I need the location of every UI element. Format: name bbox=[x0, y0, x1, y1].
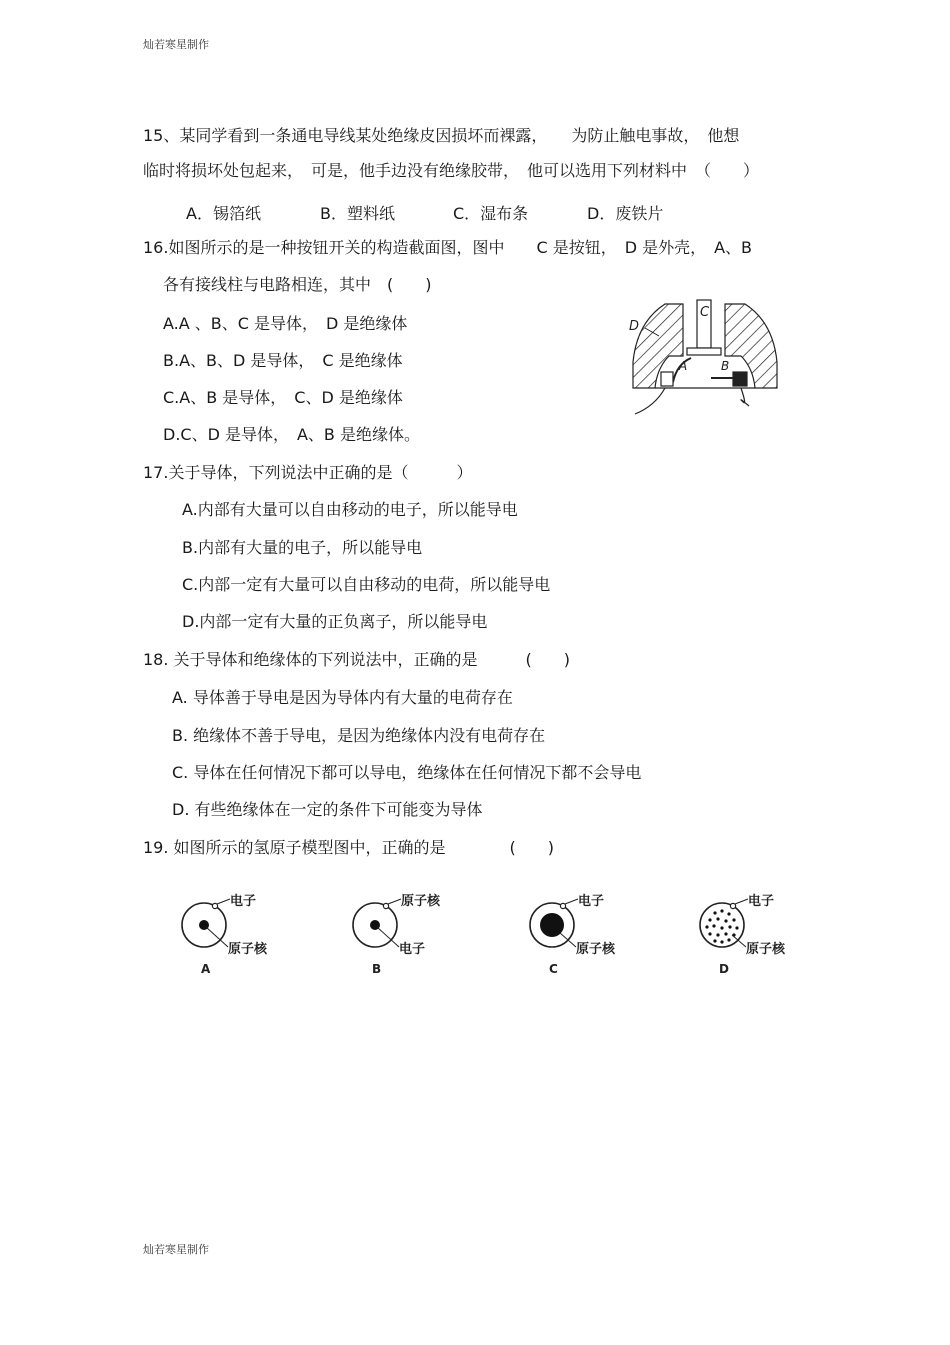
q18-option-d: D. 有些绝缘体在一定的条件下可能变为导体 bbox=[172, 800, 483, 819]
q17-option-b: B.内部有大量的电子，所以能导电 bbox=[182, 538, 423, 557]
q19-stem: 19. 如图所示的氢原子模型图中，正确的是 ( ) bbox=[143, 838, 555, 857]
q17-stem: 17.关于导体，下列说法中正确的是（ ） bbox=[143, 463, 473, 482]
model-d-bottom-label: 原子核 bbox=[746, 942, 786, 957]
q16-option-a: A.A 、B、C 是导体， D 是绝缘体 bbox=[163, 314, 408, 333]
model-b-top-label: 原子核 bbox=[401, 894, 441, 909]
page-footer: 灿若寒星制作 bbox=[143, 1243, 209, 1256]
terminal-a-shape bbox=[661, 372, 673, 386]
q15-stem-line1: 15、某同学看到一条通电导线某处绝缘皮因损坏而裸露， 为防止触电事故， 他想 bbox=[143, 126, 740, 145]
q16-option-c: C.A、B 是导体， C、D 是绝缘体 bbox=[163, 388, 403, 407]
model-a-electron-shape bbox=[212, 903, 217, 908]
model-c-electron-shape bbox=[560, 903, 565, 908]
model-b bbox=[353, 893, 441, 976]
q18-option-b: B. 绝缘体不善于导电，是因为绝缘体内没有电荷存在 bbox=[172, 726, 546, 745]
wire-left-shape bbox=[635, 388, 665, 414]
q18-option-c: C. 导体在任何情况下都可以导电，绝缘体在任何情况下都不会导电 bbox=[172, 763, 642, 782]
page-header: 灿若寒星制作 bbox=[143, 38, 209, 51]
q16-stem-line2: 各有接线柱与电路相连，其中 ( ) bbox=[163, 275, 432, 294]
model-a-bottom-label: 原子核 bbox=[228, 942, 268, 957]
model-c-bottom-label: 原子核 bbox=[576, 942, 616, 957]
q16-stem-line1: 16.如图所示的是一种按钮开关的构造截面图，图中 C 是按钮， D 是外壳， A、B bbox=[143, 238, 753, 257]
q17-option-d: D.内部一定有大量的正负离子，所以能导电 bbox=[182, 612, 488, 631]
model-d bbox=[700, 893, 786, 976]
button-switch-figure bbox=[625, 296, 785, 418]
q16-option-b: B.A、B、D 是导体， C 是绝缘体 bbox=[163, 351, 403, 370]
label-a: A bbox=[679, 359, 688, 373]
q15-stem-line2: 临时将损坏处包起来， 可是，他手边没有绝缘胶带， 他可以选用下列材料中 （ ） bbox=[143, 161, 760, 180]
model-a-top-label: 电子 bbox=[230, 894, 257, 909]
model-a-letter: A bbox=[201, 962, 211, 976]
q15-option-c: C．湿布条 bbox=[453, 204, 529, 223]
q18-option-a: A. 导体善于导电是因为导体内有大量的电荷存在 bbox=[172, 688, 513, 707]
model-a bbox=[182, 893, 268, 976]
wire-right-shape bbox=[741, 388, 749, 406]
model-b-bottom-label: 电子 bbox=[399, 942, 426, 957]
terminal-b-shape bbox=[733, 372, 747, 386]
model-c-top-label: 电子 bbox=[578, 894, 605, 909]
q18-stem: 18. 关于导体和绝缘体的下列说法中，正确的是 ( ) bbox=[143, 650, 571, 669]
model-c-letter: C bbox=[549, 962, 558, 976]
model-c bbox=[530, 893, 616, 976]
label-d: D bbox=[629, 319, 640, 334]
q15-option-a: A．锡箔纸 bbox=[186, 204, 261, 223]
button-plate-shape bbox=[687, 348, 721, 355]
q17-option-a: A.内部有大量可以自由移动的电子，所以能导电 bbox=[182, 500, 518, 519]
model-d-electron-shape bbox=[730, 903, 735, 908]
hydrogen-models-figure bbox=[170, 885, 810, 980]
q16-option-d: D.C、D 是导体， A、B 是绝缘体。 bbox=[163, 425, 420, 444]
model-d-top-label: 电子 bbox=[748, 894, 775, 909]
label-c: C bbox=[700, 305, 710, 320]
model-b-electron-shape bbox=[383, 903, 388, 908]
model-b-letter: B bbox=[372, 962, 382, 976]
model-d-letter: D bbox=[719, 962, 729, 976]
q15-option-b: B．塑料纸 bbox=[320, 204, 395, 223]
label-b: B bbox=[721, 359, 730, 373]
q15-option-d: D．废铁片 bbox=[587, 204, 664, 223]
q17-option-c: C.内部一定有大量可以自由移动的电荷，所以能导电 bbox=[182, 575, 551, 594]
